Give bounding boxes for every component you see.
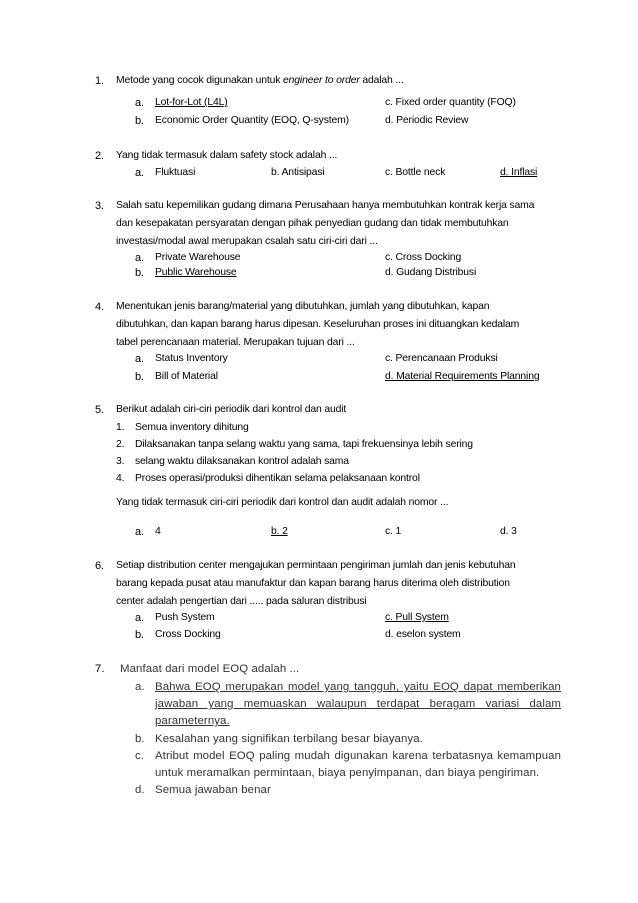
q2-number: 2. <box>95 150 104 162</box>
q6-stem-line-2: barang kepada pusat atau manufaktur dan kapan barang harus diterima oleh distribution <box>116 578 510 589</box>
q5-item-2: Dilaksanakan tanpa selang waktu yang sama, tapi frekuensinya lebih sering <box>135 439 473 450</box>
q1-stem: Metode yang cocok digunakan untuk engineer to order adalah ... <box>116 75 404 86</box>
q5-stem: Berikut adalah ciri-ciri periodik dari kontrol dan audit <box>116 404 347 415</box>
q4-stem-line-2: dibutuhkan, dan kapan barang harus dipesan. Keseluruhan proses ini dituangkan kedalam <box>116 319 520 330</box>
q7-option-b-letter: b. <box>135 733 145 745</box>
q6-option-b: Cross Docking <box>155 629 221 640</box>
q2-stem: Yang tidak termasuk dalam safety stock adalah ... <box>116 150 338 161</box>
q3-option-d: d. Gudang Distribusi <box>385 267 477 278</box>
q5-option-a-letter: a. <box>135 526 144 538</box>
q5-item-1-number: 1. <box>116 422 125 433</box>
q5-item-3-number: 3. <box>116 456 125 467</box>
q7-option-b: Kesalahan yang signifikan terbilang besar biayanya. <box>155 733 423 745</box>
q4-option-b-letter: b. <box>135 371 144 383</box>
q7-stem: Manfaat dari model EOQ adalah ... <box>120 663 300 675</box>
q3-option-c: c. Cross Docking <box>385 252 462 263</box>
q7-option-a-line-3: parameternya. <box>155 715 230 727</box>
q5-item-1: Semua inventory dihitung <box>135 422 249 433</box>
q5-item-2-number: 2. <box>116 439 125 450</box>
q7-option-a-line-2: jawaban yang memuaskan walaupun terdapat beragam variasi dalam <box>155 698 561 710</box>
q3-stem-line-1: Salah satu kepemilikan gudang dimana Perusahaan hanya membutuhkan kontrak kerja sama <box>116 200 535 211</box>
q2-option-a-letter: a. <box>135 167 144 179</box>
q3-option-b-letter: b. <box>135 267 144 279</box>
q5-item-3: selang waktu dilaksanakan kontrol adalah sama <box>135 456 349 467</box>
q4-stem-line-3: tabel perencanaan material. Merupakan tujuan dari ... <box>116 337 355 348</box>
q4-option-b: Bill of Material <box>155 371 218 382</box>
q6-option-b-letter: b. <box>135 629 144 641</box>
q1-option-b: Economic Order Quantity (EOQ, Q-system) <box>155 115 349 126</box>
q5-option-b: b. 2 <box>271 526 288 537</box>
q6-number: 6. <box>95 560 104 572</box>
q2-option-d: d. Inflasi <box>500 167 538 178</box>
q5-option-d: d. 3 <box>500 526 517 537</box>
q7-option-c-line-1: Atribut model EOQ paling mudah digunakan karena terbatasnya kemampuan <box>155 750 561 762</box>
q7-option-c-letter: c. <box>135 750 145 762</box>
q5-item-4: Proses operasi/produksi dihentikan selama pelaksanaan kontrol <box>135 473 420 484</box>
q1-number: 1. <box>95 75 104 87</box>
q7-option-a-line-1: Bahwa EOQ merupakan model yang tangguh, yaitu EOQ dapat memberikan <box>155 681 561 693</box>
q3-option-b: Public Warehouse <box>155 267 237 278</box>
q1-option-c: c. Fixed order quantity (FOQ) <box>385 97 516 108</box>
q3-stem-line-2: dan kesepakatan persyaratan dengan pihak penyedian gudang dan tidak membutuhkan <box>116 218 509 229</box>
q6-option-a: Push System <box>155 612 215 623</box>
q4-number: 4. <box>95 301 104 313</box>
q5-number: 5. <box>95 404 104 416</box>
q4-option-d: d. Material Requirements Planning <box>385 371 540 382</box>
q3-stem-line-3: investasi/modal awal merupakan csalah satu ciri-ciri dari ... <box>116 236 378 247</box>
q7-number: 7. <box>95 663 105 675</box>
q5-option-a: 4 <box>155 526 161 537</box>
q4-option-c: c. Perencanaan Produksi <box>385 353 498 364</box>
q7-option-a-letter: a. <box>135 681 145 693</box>
q6-option-d: d. eselon system <box>385 629 461 640</box>
q2-option-b: b. Antisipasi <box>271 167 325 178</box>
q4-option-a: Status Inventory <box>155 353 228 364</box>
q3-option-a: Private Warehouse <box>155 252 241 263</box>
q6-option-c: c. Pull System <box>385 612 449 623</box>
q6-option-a-letter: a. <box>135 612 144 624</box>
q3-option-a-letter: a. <box>135 252 144 264</box>
q5-item-4-number: 4. <box>116 473 125 484</box>
q5-option-c: c. 1 <box>385 526 402 537</box>
q7-option-d: Semua jawaban benar <box>155 784 271 796</box>
q1-option-d: d. Periodic Review <box>385 115 469 126</box>
q3-number: 3. <box>95 200 104 212</box>
q4-stem-line-1: Menentukan jenis barang/material yang dibutuhkan, jumlah yang dibutuhkan, kapan <box>116 301 490 312</box>
q7-option-d-letter: d. <box>135 784 145 796</box>
q1-option-a: Lot-for-Lot (L4L) <box>155 97 228 108</box>
q4-option-a-letter: a. <box>135 353 144 365</box>
q2-option-a: Fluktuasi <box>155 167 196 178</box>
q2-option-c: c. Bottle neck <box>385 167 446 178</box>
q6-stem-line-1: Setiap distribution center mengajukan permintaan pengiriman jumlah dan jenis kebutuhan <box>116 560 516 571</box>
q1-option-a-letter: a. <box>135 97 144 109</box>
q6-stem-line-3: center adalah pengertian dari ..... pada saluran distribusi <box>116 596 367 607</box>
q1-option-b-letter: b. <box>135 115 144 127</box>
q7-option-c-line-2: untuk meramalkan permintaan, biaya penyimpanan, dan biaya pengiriman. <box>155 767 540 779</box>
q5-question: Yang tidak termasuk ciri-ciri periodik dari kontrol dan audit adalah nomor ... <box>116 497 449 508</box>
